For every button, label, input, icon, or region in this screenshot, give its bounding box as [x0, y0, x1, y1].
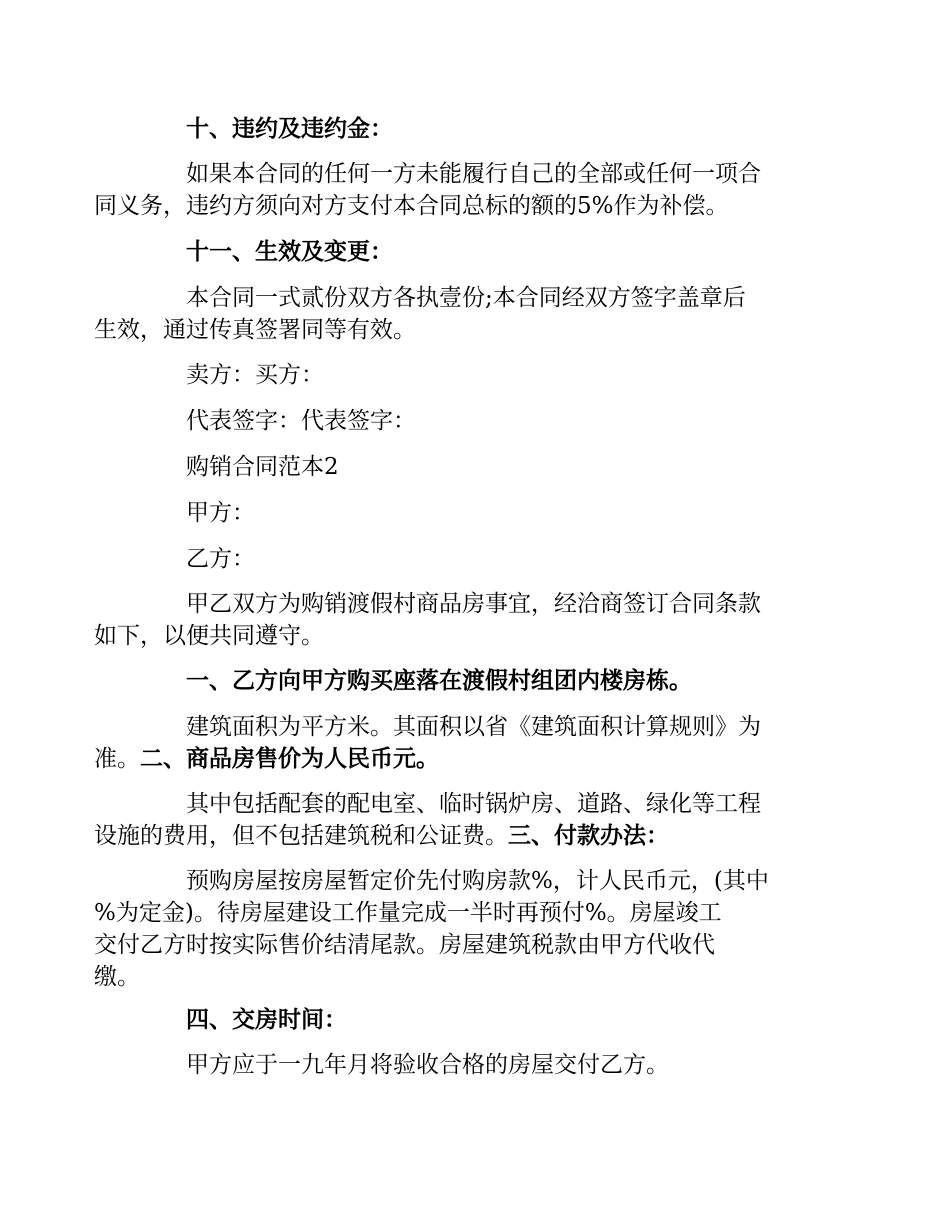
text-line: 十一、生效及变更： — [186, 238, 393, 265]
heading-effect-change — [140, 236, 820, 268]
party-a-line — [140, 497, 820, 529]
text-line — [94, 820, 820, 852]
contract-sample-title — [140, 451, 820, 483]
text-line: 缴。 — [94, 964, 140, 990]
heading-breach-penalty — [140, 113, 820, 145]
paragraph-delivery-time — [140, 1049, 820, 1081]
text-line: 本合同一式贰份双方各执壹份;本合同经双方签字盖章后 — [186, 285, 746, 311]
paragraph-included-facilities — [94, 788, 820, 852]
text-line: 甲方应于一九年月将验收合格的房屋交付乙方。 — [186, 1052, 669, 1078]
paragraph-breach-penalty — [94, 158, 820, 222]
text-line: 同义务，违约方须向对方支付本合同总标的额的5%作为补偿。 — [94, 193, 729, 219]
paragraph-preamble — [94, 588, 820, 652]
text-line: 一、乙方向甲方购买座落在渡假村组团内楼房栋。 — [186, 667, 692, 694]
heading-purchase-building — [140, 665, 820, 697]
text-line: 交付乙方时按实际售价结清尾款。房屋建筑税款由甲方代收代 — [94, 932, 715, 958]
text-line: 其中包括配套的配电室、临时锅炉房、道路、绿化等工程 — [186, 791, 761, 817]
heading-payment-inline: 三、付款办法： — [508, 822, 669, 849]
text-line: 预购房屋按房屋暂定价先付购房款%，计人民币元，(其中 — [186, 868, 769, 894]
text-segment: 准。 — [94, 746, 140, 772]
text-line: 乙方： — [186, 546, 255, 572]
text-line: 购销合同范本2 — [186, 454, 339, 480]
heading-delivery-time — [140, 1004, 820, 1036]
representative-signature-line — [140, 405, 820, 437]
paragraph-effect-change — [94, 282, 820, 346]
text-line: 四、交房时间： — [186, 1006, 347, 1033]
text-line: 十、违约及违约金： — [186, 115, 393, 142]
paragraph-payment-method — [94, 865, 820, 993]
heading-price-inline: 二、商品房售价为人民币元。 — [140, 745, 439, 772]
party-b-line — [140, 543, 820, 575]
text-line: %为定金)。待房屋建设工作量完成一半时再预付%。房屋竣工 — [94, 900, 722, 926]
text-line: 甲乙双方为购销渡假村商品房事宜，经洽商签订合同条款 — [186, 591, 761, 617]
text-segment: 设施的费用，但不包括建筑税和公证费。 — [94, 823, 508, 849]
text-line: 甲方： — [186, 500, 255, 526]
text-line: 代表签字：代表签字： — [186, 408, 416, 434]
text-line: 生效，通过传真签署同等有效。 — [94, 317, 416, 343]
seller-buyer-line — [140, 359, 820, 391]
text-line: 卖方：买方： — [186, 362, 324, 388]
text-line: 如下，以便共同遵守。 — [94, 623, 324, 649]
text-line — [94, 743, 820, 775]
paragraph-building-area — [94, 711, 820, 775]
text-line: 建筑面积为平方米。其面积以省《建筑面积计算规则》为 — [186, 714, 761, 740]
text-line: 如果本合同的任何一方未能履行自己的全部或任何一项合 — [186, 161, 761, 187]
